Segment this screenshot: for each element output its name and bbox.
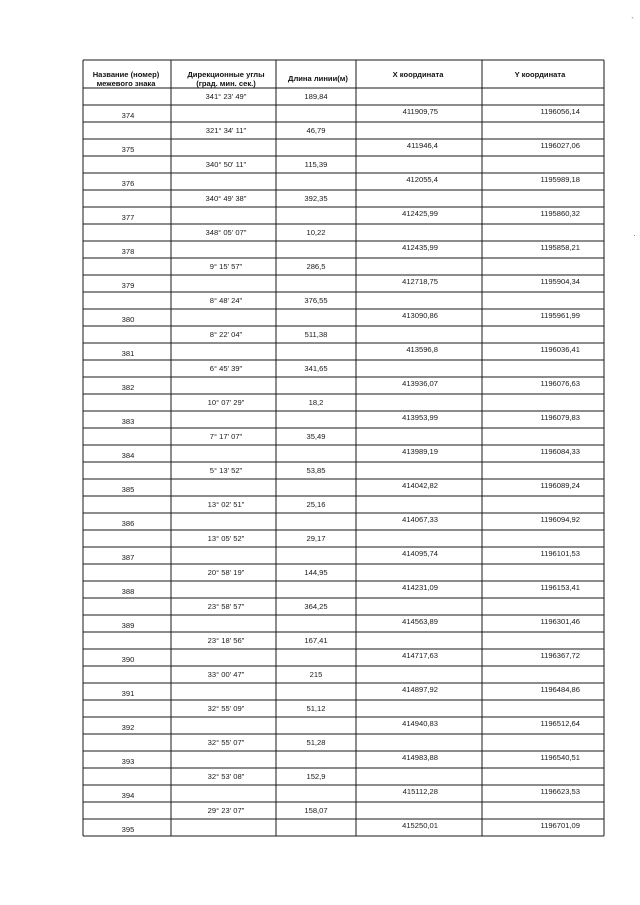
y-coordinate: 1196701,09 bbox=[540, 821, 580, 830]
y-coordinate: 1195961,99 bbox=[540, 311, 580, 320]
segment-angle: 348° 05' 07" bbox=[205, 228, 247, 237]
x-coordinate: 413090,86 bbox=[402, 311, 438, 320]
header-length-column: Длина линии(м) bbox=[288, 74, 348, 83]
segment-angle: 340° 49' 38" bbox=[205, 194, 247, 203]
segment-angle: 7° 17' 07" bbox=[209, 432, 243, 441]
y-coordinate: 1195860,32 bbox=[540, 209, 580, 218]
segment-length: 53,85 bbox=[306, 466, 326, 475]
header-angle-column: Дирекционные углы (град. мин. сек.) bbox=[187, 70, 265, 88]
x-coordinate: 414897,92 bbox=[402, 685, 438, 694]
segment-angle: 20° 58' 19" bbox=[207, 568, 245, 577]
boundary-mark-number: 375 bbox=[121, 145, 135, 154]
y-coordinate: 1196056,14 bbox=[540, 107, 580, 116]
segment-length: 511,38 bbox=[304, 330, 328, 339]
segment-angle: 341° 23' 49" bbox=[205, 92, 247, 101]
segment-length: 152,9 bbox=[306, 772, 326, 781]
segment-angle: 9° 15' 57" bbox=[209, 262, 243, 271]
x-coordinate: 412435,99 bbox=[402, 243, 438, 252]
x-coordinate: 412718,75 bbox=[402, 277, 438, 286]
x-coordinate: 411909,75 bbox=[402, 107, 438, 116]
segment-length: 115,39 bbox=[304, 160, 328, 169]
x-coordinate: 413596,8 bbox=[406, 345, 438, 354]
y-coordinate: 1196367,72 bbox=[540, 651, 580, 660]
header-x-column: X координата bbox=[392, 70, 444, 79]
boundary-mark-number: 387 bbox=[121, 553, 135, 562]
boundary-mark-number: 384 bbox=[121, 451, 135, 460]
segment-angle: 8° 48' 24" bbox=[209, 296, 243, 305]
y-coordinate: 1196079,83 bbox=[540, 413, 580, 422]
segment-angle: 10° 07' 29" bbox=[207, 398, 245, 407]
segment-angle: 33° 00' 47" bbox=[207, 670, 245, 679]
y-coordinate: 1196036,41 bbox=[540, 345, 580, 354]
y-coordinate: 1195989,18 bbox=[540, 175, 580, 184]
x-coordinate: 413953,99 bbox=[402, 413, 438, 422]
segment-length: 376,55 bbox=[304, 296, 328, 305]
segment-length: 144,95 bbox=[304, 568, 328, 577]
segment-length: 10,22 bbox=[306, 228, 326, 237]
x-coordinate: 414042,82 bbox=[402, 481, 438, 490]
boundary-mark-number: 379 bbox=[121, 281, 135, 290]
boundary-mark-number: 392 bbox=[121, 723, 135, 732]
segment-angle: 32° 55' 07" bbox=[207, 738, 245, 747]
boundary-mark-number: 388 bbox=[121, 587, 135, 596]
segment-length: 18,2 bbox=[308, 398, 324, 407]
segment-length: 25,16 bbox=[306, 500, 326, 509]
x-coordinate: 412055,4 bbox=[406, 175, 438, 184]
segment-angle: 23° 18' 56" bbox=[207, 636, 245, 645]
segment-angle: 321° 34' 11" bbox=[205, 126, 247, 135]
header-y-column: Y координата bbox=[514, 70, 566, 79]
y-coordinate: 1196301,46 bbox=[540, 617, 580, 626]
segment-length: 392,35 bbox=[304, 194, 328, 203]
boundary-mark-number: 377 bbox=[121, 213, 135, 222]
boundary-mark-number: 383 bbox=[121, 417, 135, 426]
segment-length: 286,5 bbox=[306, 262, 326, 271]
segment-length: 29,17 bbox=[306, 534, 326, 543]
boundary-mark-number: 381 bbox=[121, 349, 135, 358]
margin-mark: · bbox=[633, 230, 636, 240]
boundary-mark-number: 390 bbox=[121, 655, 135, 664]
margin-mark: ` bbox=[631, 16, 634, 26]
x-coordinate: 414231,09 bbox=[402, 583, 438, 592]
boundary-mark-number: 394 bbox=[121, 791, 135, 800]
segment-angle: 13° 02' 51" bbox=[207, 500, 245, 509]
x-coordinate: 413989,19 bbox=[402, 447, 438, 456]
segment-angle: 340° 50' 11" bbox=[205, 160, 247, 169]
x-coordinate: 413936,07 bbox=[402, 379, 438, 388]
segment-angle: 6° 45' 39" bbox=[209, 364, 243, 373]
y-coordinate: 1196623,53 bbox=[540, 787, 580, 796]
segment-length: 35,49 bbox=[306, 432, 326, 441]
y-coordinate: 1196076,63 bbox=[540, 379, 580, 388]
segment-length: 189,84 bbox=[304, 92, 328, 101]
boundary-mark-number: 374 bbox=[121, 111, 135, 120]
y-coordinate: 1195858,21 bbox=[540, 243, 580, 252]
segment-length: 341,65 bbox=[304, 364, 328, 373]
y-coordinate: 1196084,33 bbox=[540, 447, 580, 456]
segment-angle: 5° 13' 52" bbox=[209, 466, 243, 475]
x-coordinate: 414983,88 bbox=[402, 753, 438, 762]
boundary-mark-number: 378 bbox=[121, 247, 135, 256]
boundary-mark-number: 391 bbox=[121, 689, 135, 698]
x-coordinate: 415112,28 bbox=[402, 787, 438, 796]
x-coordinate: 414067,33 bbox=[402, 515, 438, 524]
segment-angle: 32° 55' 09" bbox=[207, 704, 245, 713]
segment-angle: 8° 22' 04" bbox=[209, 330, 243, 339]
x-coordinate: 414940,83 bbox=[402, 719, 438, 728]
segment-length: 364,25 bbox=[304, 602, 328, 611]
x-coordinate: 412425,99 bbox=[402, 209, 438, 218]
y-coordinate: 1196101,53 bbox=[540, 549, 580, 558]
boundary-mark-number: 380 bbox=[121, 315, 135, 324]
y-coordinate: 1196089,24 bbox=[540, 481, 580, 490]
y-coordinate: 1196153,41 bbox=[540, 583, 580, 592]
x-coordinate: 414717,63 bbox=[402, 651, 438, 660]
segment-angle: 32° 53' 08" bbox=[207, 772, 245, 781]
y-coordinate: 1196094,92 bbox=[540, 515, 580, 524]
segment-length: 51,28 bbox=[306, 738, 326, 747]
segment-length: 215 bbox=[309, 670, 323, 679]
boundary-mark-number: 393 bbox=[121, 757, 135, 766]
boundary-mark-number: 385 bbox=[121, 485, 135, 494]
y-coordinate: 1196027,06 bbox=[540, 141, 580, 150]
segment-angle: 29° 23' 07" bbox=[207, 806, 245, 815]
segment-length: 167,41 bbox=[304, 636, 328, 645]
boundary-mark-number: 389 bbox=[121, 621, 135, 630]
x-coordinate: 415250,01 bbox=[402, 821, 438, 830]
y-coordinate: 1196540,51 bbox=[540, 753, 580, 762]
segment-length: 51,12 bbox=[306, 704, 326, 713]
boundary-mark-number: 395 bbox=[121, 825, 135, 834]
x-coordinate: 414563,89 bbox=[402, 617, 438, 626]
segment-angle: 23° 58' 57" bbox=[207, 602, 245, 611]
boundary-mark-number: 376 bbox=[121, 179, 135, 188]
boundary-mark-number: 386 bbox=[121, 519, 135, 528]
segment-length: 158,07 bbox=[304, 806, 328, 815]
boundary-mark-number: 382 bbox=[121, 383, 135, 392]
header-name-column: Название (номер) межевого знака bbox=[92, 70, 160, 88]
x-coordinate: 414095,74 bbox=[402, 549, 438, 558]
y-coordinate: 1196484,86 bbox=[540, 685, 580, 694]
segment-length: 46,79 bbox=[306, 126, 326, 135]
y-coordinate: 1195904,34 bbox=[540, 277, 580, 286]
y-coordinate: 1196512,64 bbox=[540, 719, 580, 728]
x-coordinate: 411946,4 bbox=[406, 141, 438, 150]
segment-angle: 13° 05' 52" bbox=[207, 534, 245, 543]
